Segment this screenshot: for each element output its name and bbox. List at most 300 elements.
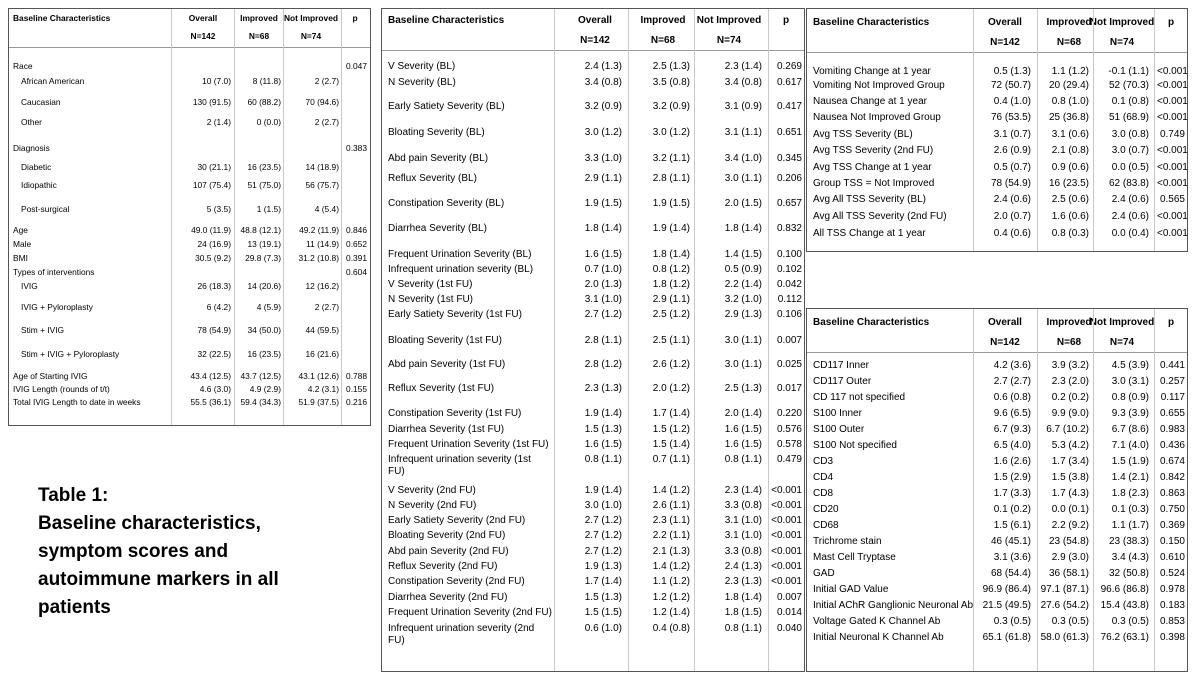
table-row [807,211,1187,223]
cell-improved: 4 (5.9) [256,302,281,312]
header-label: Baseline Characteristics [813,17,930,28]
cell-improved: 2.1 (0.8) [1051,145,1089,156]
header-overall: Overall [988,17,1022,28]
cell-overall: 1.6 (2.6) [993,456,1031,467]
table-row [807,145,1187,157]
cell-label: Frequent Urination Severity (BL) [388,249,532,260]
cell-not-improved: 43.1 (12.6) [298,371,339,381]
cell-label: V Severity (1st FU) [388,279,473,290]
cell-label: Stim + IVIG [21,325,65,335]
cell-not-improved: 3.1 (0.9) [724,101,762,112]
cell-not-improved: 1.5 (1.9) [1111,456,1149,467]
table-row [807,376,1187,388]
cell-not-improved: 0.0 (0.5) [1111,162,1149,173]
header-not-improved: Not Improved [696,15,762,26]
table-row [382,359,804,371]
cell-improved: 1.7 (1.4) [652,408,690,419]
table-row [9,397,370,408]
cell-not-improved: 52 (70.3) [1108,80,1149,91]
cell-improved: 34 (50.0) [247,325,281,335]
cell-not-improved: 0.1 (0.3) [1111,504,1149,515]
cell-improved: 3.5 (0.8) [652,77,690,88]
cell-p: 0.102 [776,264,802,275]
cell-p: <0.001 [1157,66,1188,77]
cell-label: Infrequent urination severity (BL) [388,264,534,275]
cell-label: Group TSS = Not Improved [813,178,935,189]
cell-label: Trichrome stain [813,536,882,547]
cell-overall: 21.5 (49.5) [982,600,1031,611]
table-row [9,253,370,264]
cell-label: CD8 [813,488,834,499]
table-row [382,485,804,497]
table-row [9,162,370,173]
table-row [807,392,1187,404]
table-row [9,225,370,236]
table-row [382,546,804,558]
cell-p: 0.978 [1159,584,1185,595]
cell-not-improved: 62 (83.8) [1108,178,1149,189]
cell-overall: 1.9 (1.5) [584,198,622,209]
cell-improved: 14 (20.6) [247,281,281,291]
cell-overall: 1.9 (1.4) [584,485,622,496]
table-row [9,281,370,292]
cell-improved: 2.0 (1.2) [652,383,690,394]
cell-label: S100 Inner [813,408,862,419]
header-n-improved: N=68 [1056,37,1082,48]
table-row [9,371,370,382]
table-row [382,335,804,347]
cell-improved: 0.8 (0.3) [1051,228,1089,239]
cell-p: <0.001 [771,485,802,496]
cell-label: Infrequent urination severity (2nd [388,623,535,634]
cell-label: Abd pain Severity (BL) [388,153,489,164]
cell-not-improved: 3.0 (3.1) [1111,376,1149,387]
cell-not-improved: 11 (14.9) [306,239,339,249]
header-p: p [352,13,358,23]
cell-p: 0.117 [1160,392,1185,403]
header-n-overall: N=142 [190,31,216,41]
table-row [382,223,804,235]
cell-label: Frequent Urination Severity (1st FU) [388,439,549,450]
cell-p: 0.657 [776,198,802,209]
cell-p: 0.383 [346,143,367,153]
cell-not-improved: 2.0 (1.4) [724,408,762,419]
cell-p: 0.220 [776,408,802,419]
cell-label: Post-surgical [21,204,70,214]
cell-not-improved: 1.4 (2.1) [1111,472,1149,483]
cell-overall: 130 (91.5) [192,97,231,107]
cell-overall: 78 (54.9) [197,325,231,335]
cell-label: Infrequent urination severity (1st [388,454,531,465]
cell-overall: 0.4 (1.0) [993,96,1031,107]
cell-not-improved: 3.0 (1.1) [724,335,762,346]
cell-p: <0.001 [771,576,802,587]
header-not-improved: Not Improved [1089,17,1155,28]
cell-improved: 4.9 (2.9) [249,384,281,394]
cell-overall: 5 (3.5) [206,204,231,214]
table-row [807,616,1187,628]
table-row [807,129,1187,141]
cell-p: <0.001 [771,500,802,511]
cell-p: 0.441 [1159,360,1185,371]
cell-overall: 3.4 (0.8) [584,77,622,88]
cell-not-improved: 7.1 (4.0) [1111,440,1149,451]
cell-not-improved: 4.5 (3.9) [1111,360,1149,371]
cell-label: Avg TSS Change at 1 year [813,162,932,173]
table-row [382,576,804,588]
header-n-overall: N=142 [580,35,610,46]
cell-label: Initial Neuronal K Channel Ab [813,632,944,643]
cell-label: CD68 [813,520,839,531]
cell-improved: 43.7 (12.5) [240,371,281,381]
cell-overall: 0.6 (1.0) [584,623,622,634]
cell-not-improved: 51 (68.9) [1108,112,1149,123]
cell-overall: 1.7 (3.3) [993,488,1031,499]
table-row [807,552,1187,564]
cell-label: S100 Outer [813,424,865,435]
cell-p: 0.479 [776,454,802,465]
cell-label: Constipation Severity (BL) [388,198,505,209]
cell-label: Caucasian [21,97,61,107]
cell-p: 0.155 [346,384,367,394]
cell-improved: 3.9 (3.2) [1051,360,1089,371]
cell-overall: 2.7 (2.7) [993,376,1031,387]
cell-label: Types of interventions [13,267,95,277]
cell-label: CD 117 not specified [813,392,906,403]
cell-label: Abd pain Severity (2nd FU) [388,546,509,557]
cell-overall: 55.5 (36.1) [190,397,231,407]
cell-p: 0.565 [1159,194,1185,205]
header-n-improved: N=68 [650,35,676,46]
table-row [807,504,1187,516]
cell-improved: 3.2 (1.1) [652,153,690,164]
cell-p: 0.257 [1159,376,1185,387]
cell-p: 0.983 [1159,424,1185,435]
cell-improved: 1.2 (1.4) [652,607,690,618]
cell-overall: 2.9 (1.1) [584,173,622,184]
cell-label: Mast Cell Tryptase [813,552,896,563]
cell-improved: 2.3 (1.1) [652,515,690,526]
cell-p: 0.369 [1159,520,1185,531]
cell-p: <0.001 [1157,112,1188,123]
cell-overall: 2.4 (1.3) [584,61,622,72]
cell-not-improved: 76.2 (63.1) [1100,632,1149,643]
cell-p: 0.106 [776,309,802,320]
cell-not-improved: 2 (2.7) [314,302,339,312]
cell-not-improved: 0.3 (0.5) [1111,616,1149,627]
cell-overall: 1.5 (1.3) [584,424,622,435]
table-row [9,117,370,128]
cell-not-improved: 2.4 (0.6) [1111,211,1149,222]
header-label: Baseline Characteristics [388,15,505,26]
cell-overall: 78 (54.9) [990,178,1031,189]
cell-overall: 2.7 (1.2) [584,515,622,526]
cell-not-improved: 3.1 (1.0) [724,515,762,526]
cell-overall: 2.7 (1.2) [584,309,622,320]
cell-overall: 72 (50.7) [990,80,1031,91]
header-label: Baseline Characteristics [13,13,111,23]
table-caption [38,482,368,622]
header-p: p [782,15,790,26]
cell-improved: 2.9 (3.0) [1051,552,1089,563]
table-row [807,408,1187,420]
cell-p: 0.398 [1159,632,1185,643]
cell-not-improved: 3.3 (0.8) [724,546,762,557]
cell-improved: 2.1 (1.3) [652,546,690,557]
cell-overall: 107 (75.4) [192,180,231,190]
cell-not-improved: 3.2 (1.0) [724,294,762,305]
table-row [9,239,370,250]
cell-overall: 65.1 (61.8) [982,632,1031,643]
cell-overall: 96.9 (86.4) [982,584,1031,595]
cell-p: 0.007 [776,592,802,603]
cell-overall: 0.5 (1.3) [993,66,1031,77]
cell-p: <0.001 [771,561,802,572]
cell-improved: 2.2 (1.1) [652,530,690,541]
cell-not-improved: 2.0 (1.5) [724,198,762,209]
cell-label: Vomiting Change at 1 year [813,66,931,77]
cell-overall: 24 (16.9) [197,239,231,249]
table-row [382,279,804,291]
cell-not-improved: 12 (16.2) [305,281,339,291]
cell-improved: 0.9 (0.6) [1051,162,1089,173]
cell-improved: 6.7 (10.2) [1046,424,1089,435]
cell-improved: 36 (58.1) [1048,568,1089,579]
header-n-not-improved: N=74 [716,35,742,46]
cell-label: CD20 [813,504,839,515]
cell-improved: 1.1 (1.2) [652,576,690,587]
cell-improved: 60 (88.2) [247,97,281,107]
cell-label: Early Satiety Severity (2nd FU) [388,515,526,526]
cell-improved: 9.9 (9.0) [1051,408,1089,419]
cell-overall: 2.8 (1.1) [584,335,622,346]
cell-overall: 9.6 (6.5) [993,408,1031,419]
cell-improved: 2.6 (1.2) [652,359,690,370]
cell-label: GAD [813,568,835,579]
cell-not-improved: 3.1 (1.0) [724,530,762,541]
cell-improved: 16 (23.5) [247,349,281,359]
cell-overall: 6.5 (4.0) [993,440,1031,451]
table-row [382,383,804,395]
cell-label: IVIG Length (rounds of t/t) [13,384,110,394]
cell-improved: 1.2 (1.2) [652,592,690,603]
cell-improved: 58.0 (61.3) [1040,632,1089,643]
cell-p: 0.040 [776,623,802,634]
caption-line: Table 1: [38,485,109,506]
cell-improved: 0.7 (1.1) [652,454,690,465]
cell-p: 0.576 [776,424,802,435]
cell-label: CD117 Inner [813,360,869,371]
cell-p: 0.269 [776,61,802,72]
table-row [807,456,1187,468]
header-p: p [1167,17,1175,28]
cell-overall: 3.1 (3.6) [993,552,1031,563]
cell-label: V Severity (BL) [388,61,456,72]
cell-overall: 3.1 (1.0) [584,294,622,305]
cell-not-improved: 44 (59.5) [305,325,339,335]
cell-p: <0.001 [1157,228,1188,239]
cell-p: 0.183 [1159,600,1185,611]
cell-overall: 1.5 (1.3) [584,592,622,603]
cell-improved: 1.7 (4.3) [1051,488,1089,499]
table-row [382,198,804,210]
cell-label: Race [13,61,33,71]
cell-overall: 4.2 (3.6) [993,360,1031,371]
table-row [382,127,804,139]
cell-p: 0.345 [776,153,802,164]
cell-overall: 3.3 (1.0) [584,153,622,164]
cell-improved: 29.8 (7.3) [245,253,281,263]
cell-p: 0.655 [1159,408,1185,419]
cell-label: Constipation Severity (1st FU) [388,408,522,419]
cell-not-improved: 1.8 (1.4) [724,592,762,603]
cell-improved: 1.8 (1.4) [652,249,690,260]
table-row [807,162,1187,174]
cell-label: Age of Starting IVIG [13,371,88,381]
cell-overall: 30.5 (9.2) [195,253,231,263]
caption-line: patients [38,597,111,618]
cell-not-improved: 3.4 (0.8) [724,77,762,88]
header-overall: Overall [188,13,218,23]
cell-improved: 0.8 (1.0) [1051,96,1089,107]
table-row [807,440,1187,452]
cell-not-improved: 0.8 (0.9) [1111,392,1149,403]
header-label: Baseline Characteristics [813,317,930,328]
cell-not-improved: 2.2 (1.4) [724,279,762,290]
cell-label: Bloating Severity (1st FU) [388,335,502,346]
header-p: p [1167,317,1175,328]
cell-not-improved: 3.0 (0.8) [1111,129,1149,140]
cell-label: Avg TSS Severity (BL) [813,129,913,140]
cell-improved: 1.9 (1.4) [652,223,690,234]
cell-p: <0.001 [1157,80,1188,91]
cell-not-improved: 2.3 (1.4) [724,61,762,72]
cell-improved: 0.0 (0.1) [1051,504,1089,515]
cell-label: CD4 [813,472,834,483]
table-row [382,309,804,321]
cell-not-improved: 96.6 (86.8) [1100,584,1149,595]
cell-label: African American [21,76,85,86]
table-row [9,76,370,87]
table-row [9,97,370,108]
cell-p: 0.025 [776,359,802,370]
cell-label: N Severity (1st FU) [388,294,474,305]
cell-p: 0.617 [776,77,802,88]
cell-improved: 2.5 (1.1) [652,335,690,346]
cell-overall: 2.3 (1.3) [584,383,622,394]
table-row [807,80,1187,92]
cell-improved: 1 (1.5) [256,204,281,214]
cell-overall: 10 (7.0) [202,76,231,86]
cell-label: Bloating Severity (2nd FU) [388,530,506,541]
cell-not-improved: 2.3 (1.4) [724,485,762,496]
demographics-table [8,8,371,426]
cell-overall: 26 (18.3) [197,281,231,291]
cell-overall: 3.2 (0.9) [584,101,622,112]
cell-overall: 1.6 (1.5) [584,249,622,260]
cell-label: Frequent Urination Severity (2nd FU) [388,607,552,618]
cell-p: <0.001 [1157,162,1188,173]
cell-p: 0.652 [346,239,367,249]
cell-overall: 6.7 (9.3) [993,424,1031,435]
table-row [382,77,804,89]
table-header [807,9,1187,53]
table-row [807,66,1187,78]
cell-not-improved: 3.0 (1.1) [724,359,762,370]
cell-p: 0.524 [1159,568,1185,579]
table-row [382,61,804,73]
cell-improved: 0 (0.0) [256,117,281,127]
cell-p: 0.610 [1159,552,1185,563]
cell-not-improved: 1.8 (1.5) [724,607,762,618]
cell-overall: 32 (22.5) [197,349,231,359]
cell-not-improved: 32 (50.8) [1108,568,1149,579]
cell-p: 0.832 [776,223,802,234]
cell-not-improved: 1.6 (1.5) [724,439,762,450]
table-row [9,325,370,336]
cell-not-improved: 0.5 (0.9) [724,264,762,275]
cell-label: Diarrhea Severity (2nd FU) [388,592,508,603]
cell-not-improved: 31.2 (10.8) [298,253,339,263]
table-row [807,632,1187,644]
cell-not-improved: 1.8 (1.4) [724,223,762,234]
cell-overall: 1.5 (1.5) [584,607,622,618]
table-row [382,607,804,619]
cell-p: 0.017 [776,383,802,394]
cell-overall: 0.6 (0.8) [993,392,1031,403]
cell-label: Bloating Severity (BL) [388,127,485,138]
table-row [382,500,804,512]
cell-label: V Severity (2nd FU) [388,485,476,496]
symptom-severity-table [381,8,805,672]
cell-label: IVIG [21,281,38,291]
cell-improved: 25 (36.8) [1048,112,1089,123]
table-row [9,143,370,154]
cell-label: All TSS Change at 1 year [813,228,926,239]
cell-not-improved: 0.0 (0.4) [1111,228,1149,239]
cell-not-improved: 2.4 (0.6) [1111,194,1149,205]
cell-improved: 48.8 (12.1) [240,225,281,235]
table-row [807,472,1187,484]
cell-improved: 2.8 (1.1) [652,173,690,184]
cell-p: 0.863 [1159,488,1185,499]
cell-improved: 0.3 (0.5) [1051,616,1089,627]
header-improved: Improved [1046,17,1092,28]
cell-label: Idiopathic [21,180,57,190]
cell-p: <0.001 [771,515,802,526]
cell-p: 0.846 [346,225,367,235]
header-not-improved: Not Improved [284,13,338,23]
cell-improved: 13 (19.1) [247,239,281,249]
cell-p: 0.853 [1159,616,1185,627]
cell-not-improved: 1.1 (1.7) [1111,520,1149,531]
cell-improved: 2.6 (1.1) [652,500,690,511]
cell-improved: 20 (29.4) [1048,80,1089,91]
cell-p: 0.436 [1159,440,1185,451]
cell-p: <0.001 [771,530,802,541]
cell-p: 0.042 [776,279,802,290]
table-row [807,488,1187,500]
cell-label: Initial GAD Value [813,584,889,595]
cell-not-improved: 9.3 (3.9) [1111,408,1149,419]
cell-label: CD117 Outer [813,376,872,387]
cell-not-improved: 6.7 (8.6) [1111,424,1149,435]
cell-improved: 1.8 (1.2) [652,279,690,290]
header-n-not-improved: N=74 [1109,337,1135,348]
cell-improved: 27.6 (54.2) [1040,600,1089,611]
cell-p: <0.001 [771,546,802,557]
cell-not-improved: 2.4 (1.3) [724,561,762,572]
